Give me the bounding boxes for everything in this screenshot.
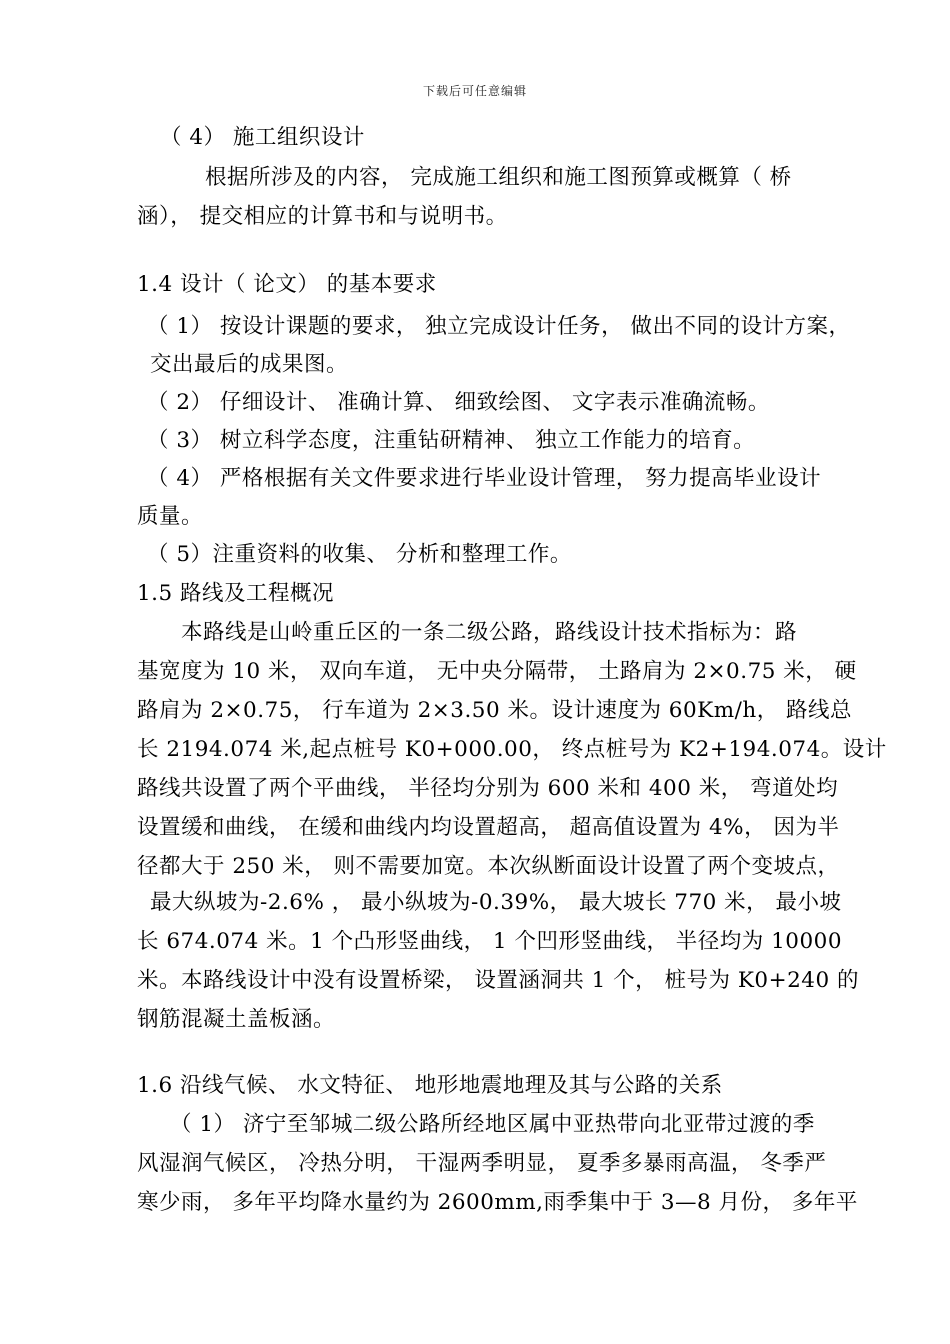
paragraph-line: 径都大于 250 米， 则不需要加宽。本次纵断面设计设置了两个变坡点，: [137, 854, 840, 879]
paragraph-line: 钢筋混凝土盖板涵。: [137, 1007, 336, 1032]
page-header: 下载后可任意编辑: [422, 84, 527, 98]
paragraph-line: 路线共设置了两个平曲线， 半径均分别为 600 米和 400 米， 弯道处均: [137, 776, 839, 801]
section-heading-1-6: 1.6 沿线气候、 水文特征、 地形地震地理及其与公路的关系: [137, 1073, 723, 1098]
paragraph-line: 最大纵坡为-2.6% ， 最小纵坡为-0.39%， 最大坡长 770 米， 最小坡: [150, 890, 842, 915]
list-item-3: （ 3） 树立科学态度，注重钻研精神、 独立工作能力的培育。: [147, 428, 756, 453]
paragraph-line: 路肩为 2×0.75， 行车道为 2×3.50 米。设计速度为 60Km/h， 路线总: [137, 698, 853, 723]
list-item-1: （ 1） 按设计课题的要求， 独立完成设计任务， 做出不同的设计方案，: [147, 314, 851, 339]
list-item-5: （ 5）注重资料的收集、 分析和整理工作。: [147, 542, 572, 567]
section-heading-1-4: 1.4 设计（ 论文） 的基本要求: [137, 272, 437, 297]
paragraph-line: 本路线是山岭重丘区的一条二级公路，路线设计技术指标为：路: [181, 620, 798, 645]
paragraph-line: 长 2194.074 米,起点桩号 K0+000.00， 终点桩号为 K2+194.074。设计: [137, 737, 887, 762]
paragraph-line: 根据所涉及的内容， 完成施工组织和施工图预算或概算（ 桥: [205, 165, 792, 190]
list-item-2: （ 2） 仔细设计、 准确计算、 细致绘图、 文字表示准确流畅。: [147, 390, 770, 415]
list-item-4: （ 4） 严格根据有关文件要求进行毕业设计管理， 努力提高毕业设计: [147, 466, 822, 491]
paragraph-line: 长 674.074 米。1 个凸形竖曲线， 1 个凹形竖曲线， 半径均为 10000: [137, 929, 843, 954]
paragraph-line: 寒少雨， 多年平均降水量约为 2600mm,雨季集中于 3—8 月份， 多年平: [137, 1190, 858, 1215]
paragraph-line: 设置缓和曲线， 在缓和曲线内均设置超高， 超高值设置为 4%， 因为半: [137, 815, 840, 840]
paragraph-line: 米。本路线设计中没有设置桥梁， 设置涵洞共 1 个， 桩号为 K0+240 的: [137, 968, 859, 993]
paragraph-line: （ 1） 济宁至邹城二级公路所经地区属中亚热带向北亚带过渡的季: [170, 1112, 815, 1137]
section-heading-1-5: 1.5 路线及工程概况: [137, 581, 335, 606]
paragraph-line: 涵）， 提交相应的计算书和与说明书。: [137, 204, 508, 229]
paragraph-line: 基宽度为 10 米， 双向车道， 无中央分隔带， 土路肩为 2×0.75 米， 硬: [137, 659, 857, 684]
paragraph-line: 风湿润气候区， 冷热分明， 干湿两季明显， 夏季多暴雨高温， 冬季严: [137, 1151, 827, 1176]
section-heading-4-construction: （ 4） 施工组织设计: [160, 125, 365, 150]
list-item-1-continued: 交出最后的成果图。: [150, 352, 349, 377]
list-item-4-continued: 质量。: [137, 504, 204, 529]
